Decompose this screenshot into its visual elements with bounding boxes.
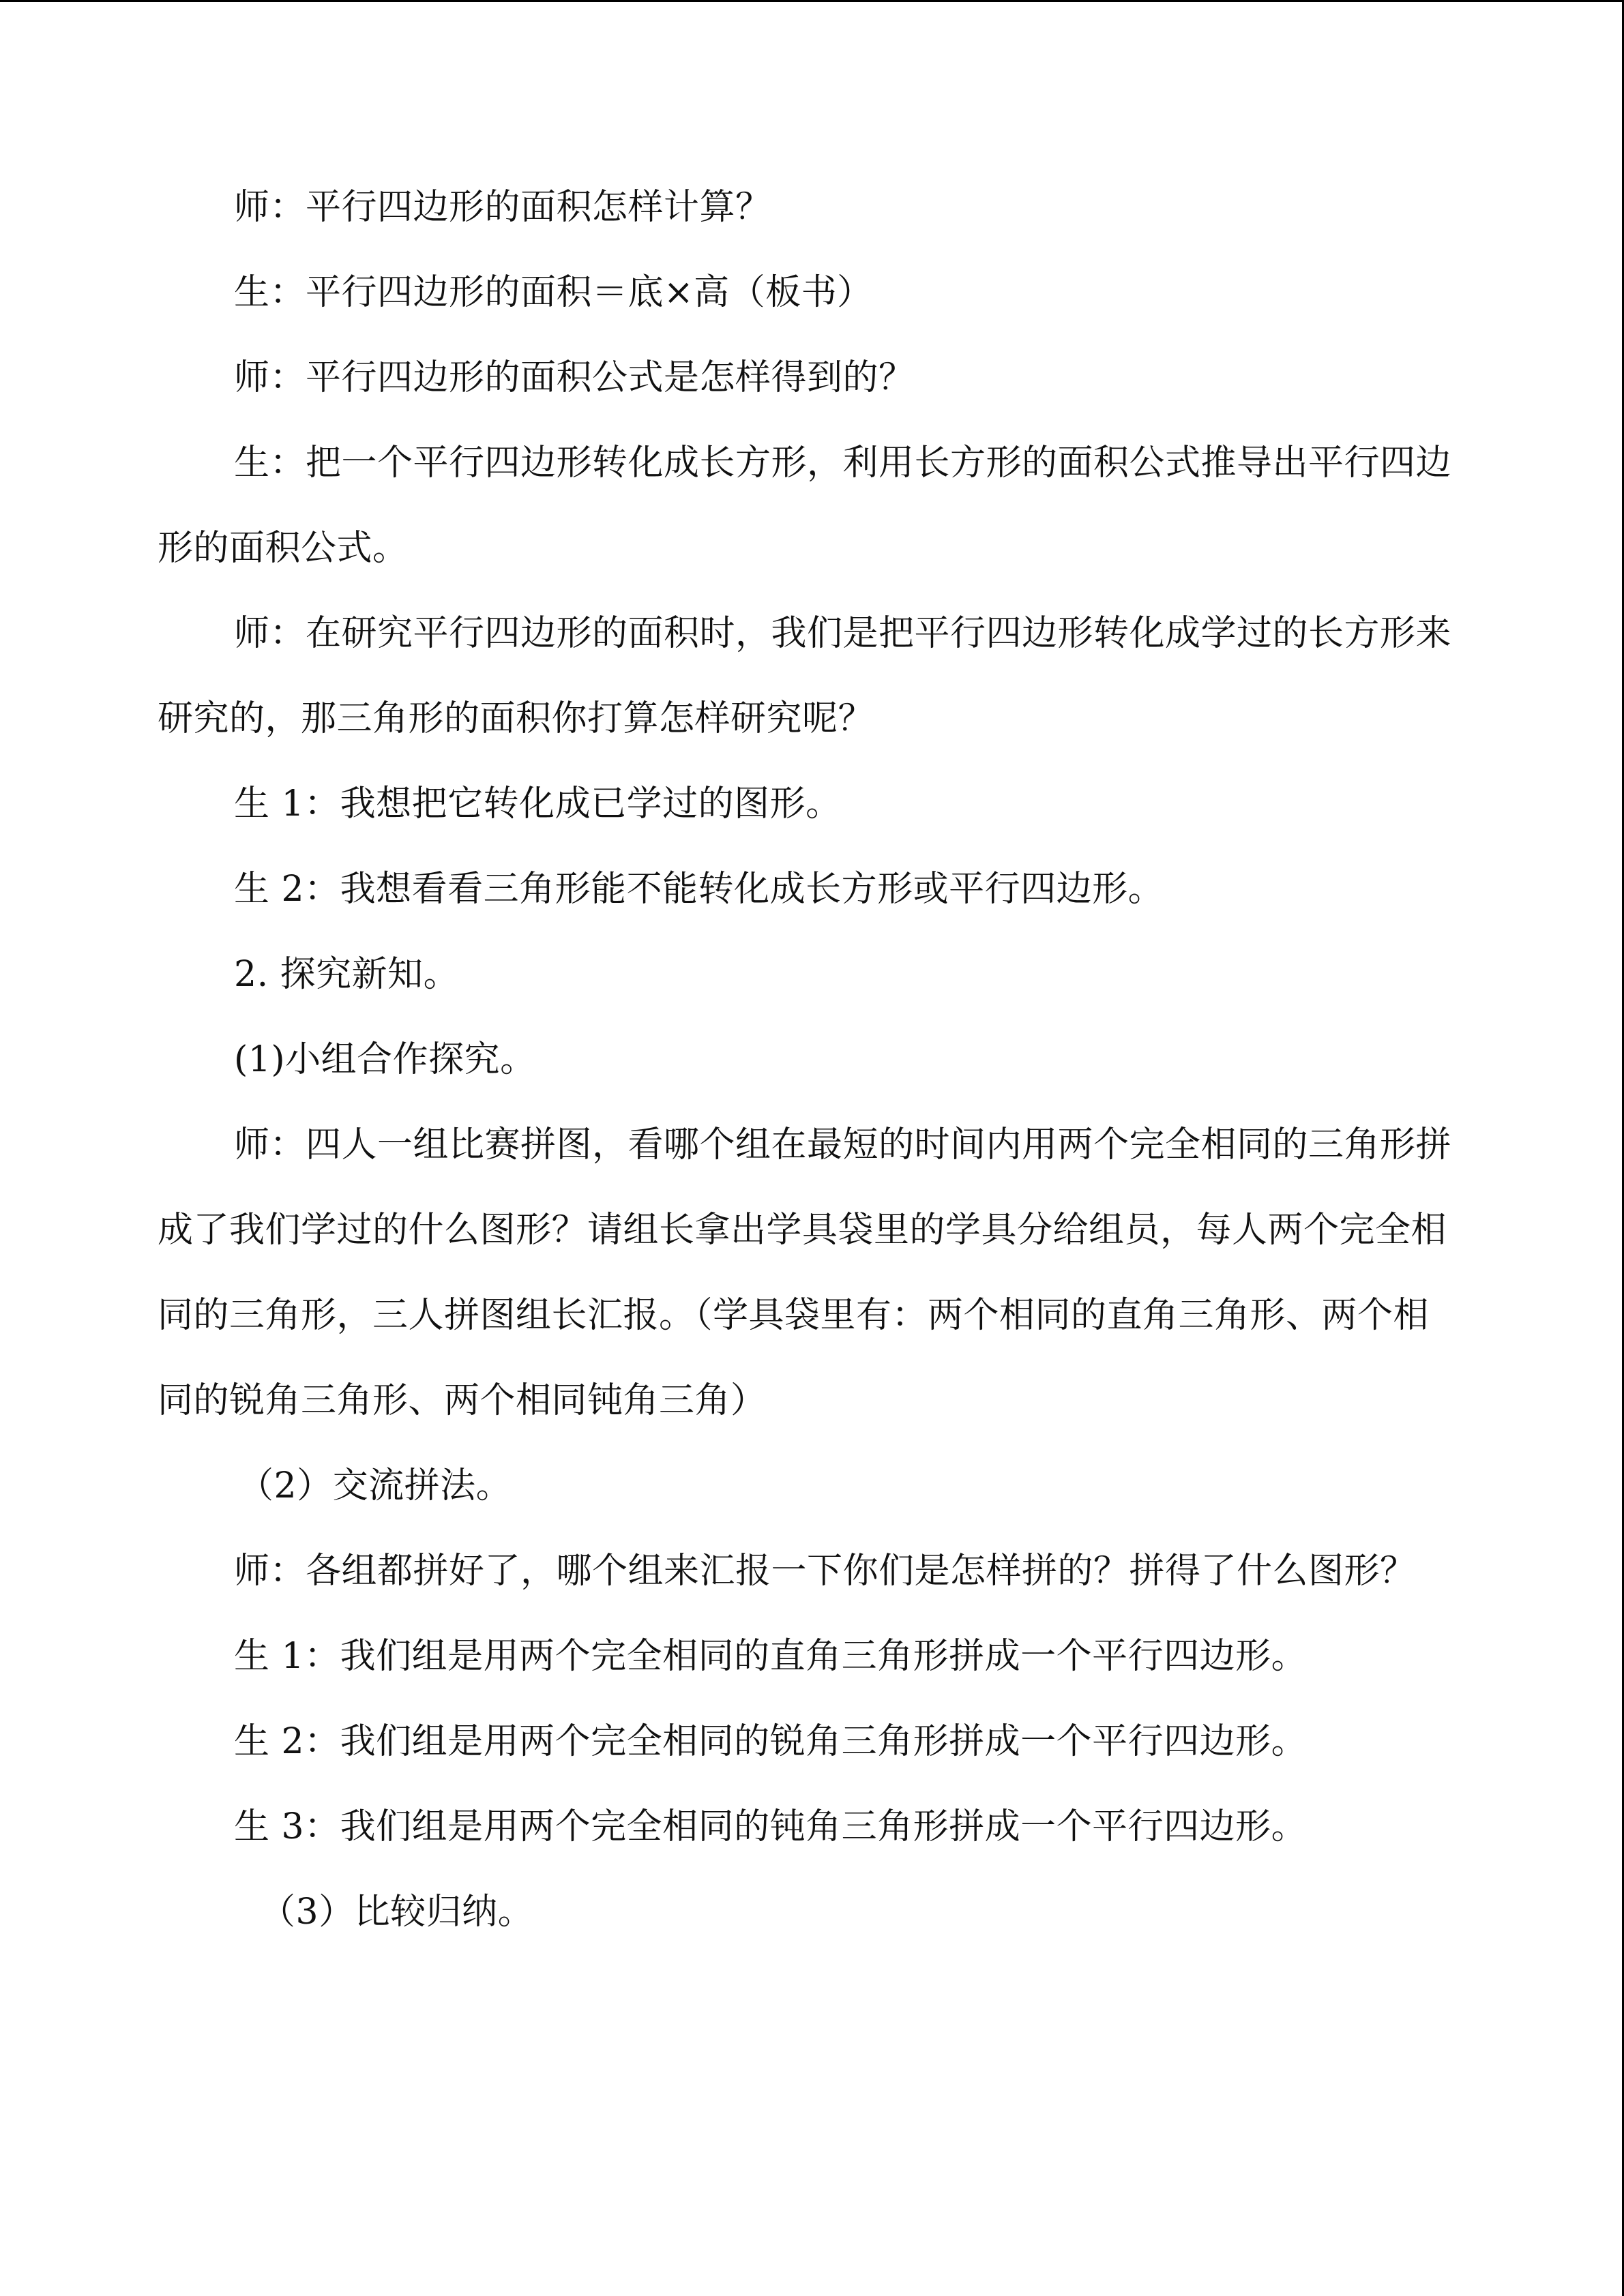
subsection-compare-summarize: （3）比较归纳。 [260, 1892, 534, 1933]
subsection-group-work: (1)小组合作探究。 [234, 1039, 536, 1080]
paragraph-student-derivation: 生：把一个平行四边形转化成长方形，利用长方形的面积公式推导出平行四边形的面积公式。 [158, 443, 1452, 569]
paragraph-student-3-obtuse-triangle: 生 3：我们组是用两个完全相同的钝角三角形拼成一个平行四边形。 [234, 1806, 1308, 1847]
section-heading-explore: 2. 探究新知。 [234, 954, 460, 995]
paragraph-student-1-answer: 生 1：我想把它转化成已学过的图形。 [234, 784, 842, 824]
document-body [158, 165, 1460, 1955]
paragraph-teacher-question-area: 师：平行四边形的面积怎样计算？ [234, 187, 771, 228]
subsection-exchange-methods: （2）交流拼法。 [238, 1465, 512, 1506]
paragraph-teacher-report-request: 师：各组都拼好了，哪个组来汇报一下你们是怎样拼的？拼得了什么图形？ [234, 1551, 1416, 1592]
paragraph-student-1-right-triangle: 生 1：我们组是用两个完全相同的直角三角形拼成一个平行四边形。 [234, 1636, 1308, 1677]
paragraph-teacher-formula-origin: 师：平行四边形的面积公式是怎样得到的？ [234, 357, 915, 398]
paragraph-student-2-answer: 生 2：我想看看三角形能不能转化成长方形或平行四边形。 [234, 869, 1164, 910]
paragraph-student-2-acute-triangle: 生 2：我们组是用两个完全相同的锐角三角形拼成一个平行四边形。 [234, 1721, 1308, 1762]
page-top-border [0, 0, 1624, 2]
paragraph-teacher-triangle-question: 师：在研究平行四边形的面积时，我们是把平行四边形转化成学过的长方形来研究的，那三角形的面积你打算怎样研究呢？ [158, 613, 1452, 739]
paragraph-student-formula: 生：平行四边形的面积＝底×高（板书） [234, 272, 873, 313]
paragraph-teacher-puzzle-task: 师：四人一组比赛拼图，看哪个组在最短的时间内用两个完全相同的三角形拼成了我们学过的什么图形？请组长拿出学具袋里的学具分给组员，每人两个完全相同的三角形，三人拼图组长汇报。（学具袋里有：两个相同的直角三角形、两个相同的锐角三角形、两个相同钝角三角） [158, 1124, 1452, 1421]
